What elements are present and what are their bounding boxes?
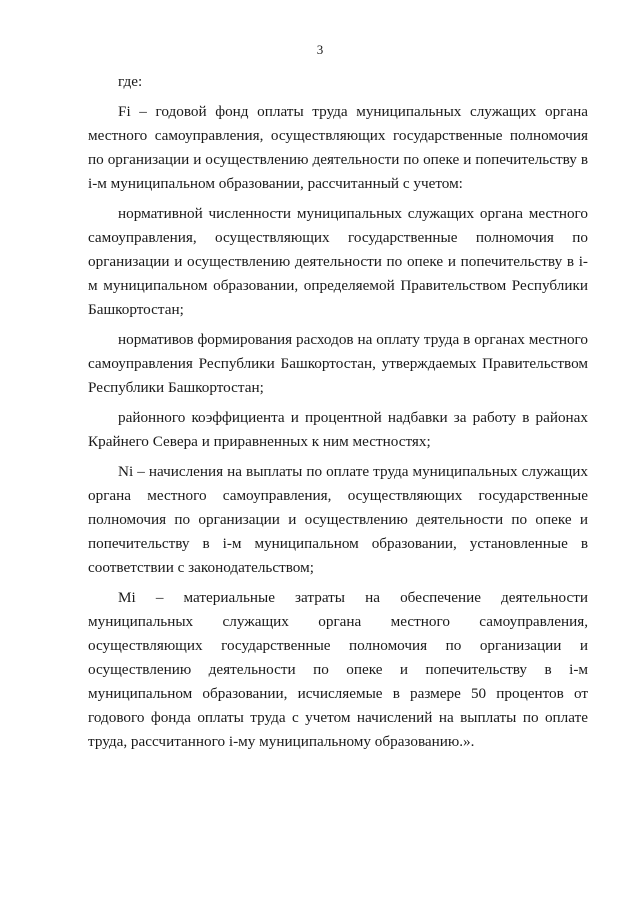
page-number: 3 [316, 42, 324, 57]
paragraph-regional-coefficient: районного коэффициента и процентной надбавки за работу в районах Крайнего Севера и приравненных к ним местностях; [88, 409, 588, 450]
paragraph-fi-definition: Fi – годовой фонд оплаты труда муниципальных служащих органа местного самоуправления, осуществляющих государственные полномочия по организации и осуществлению деятельности по опеке и попечительству в i-м муниципальном образовании, рассчитанный с учетом: [88, 103, 588, 192]
paragraph-where: где: [118, 73, 143, 90]
document-body [88, 70, 588, 760]
paragraph-expense-norms: нормативов формирования расходов на оплату труда в органах местного самоуправления Республики Башкортостан, утверждаемых Правительством Республики Башкортостан; [88, 331, 588, 396]
paragraph-mi-definition: Mi – материальные затраты на обеспечение деятельности муниципальных служащих органа местного самоуправления, осуществляющих государственные полномочия по организации и осуществлению деятельности по опеке и попечительству в i-м муниципальном образовании, исчисляемые в размере 50 процентов от годового фонда оплаты труда с учетом начислений на выплаты по оплате труда, рассчитанного i-му муниципальному образованию.». [88, 589, 588, 750]
paragraph-ni-definition: Ni – начисления на выплаты по оплате труда муниципальных служащих органа местного самоуправления, осуществляющих государственные полномочия по организации и осуществлению деятельности по опеке и попечительству в i-м муниципальном образовании, установленные в соответствии с законодательством; [88, 463, 588, 576]
paragraph-normative-staffing: нормативной численности муниципальных служащих органа местного самоуправления, осуществляющих государственные полномочия по организации и осуществлению деятельности по опеке и попечительству в i-м муниципальном образовании, определяемой Правительством Республики Башкортостан; [88, 205, 588, 318]
